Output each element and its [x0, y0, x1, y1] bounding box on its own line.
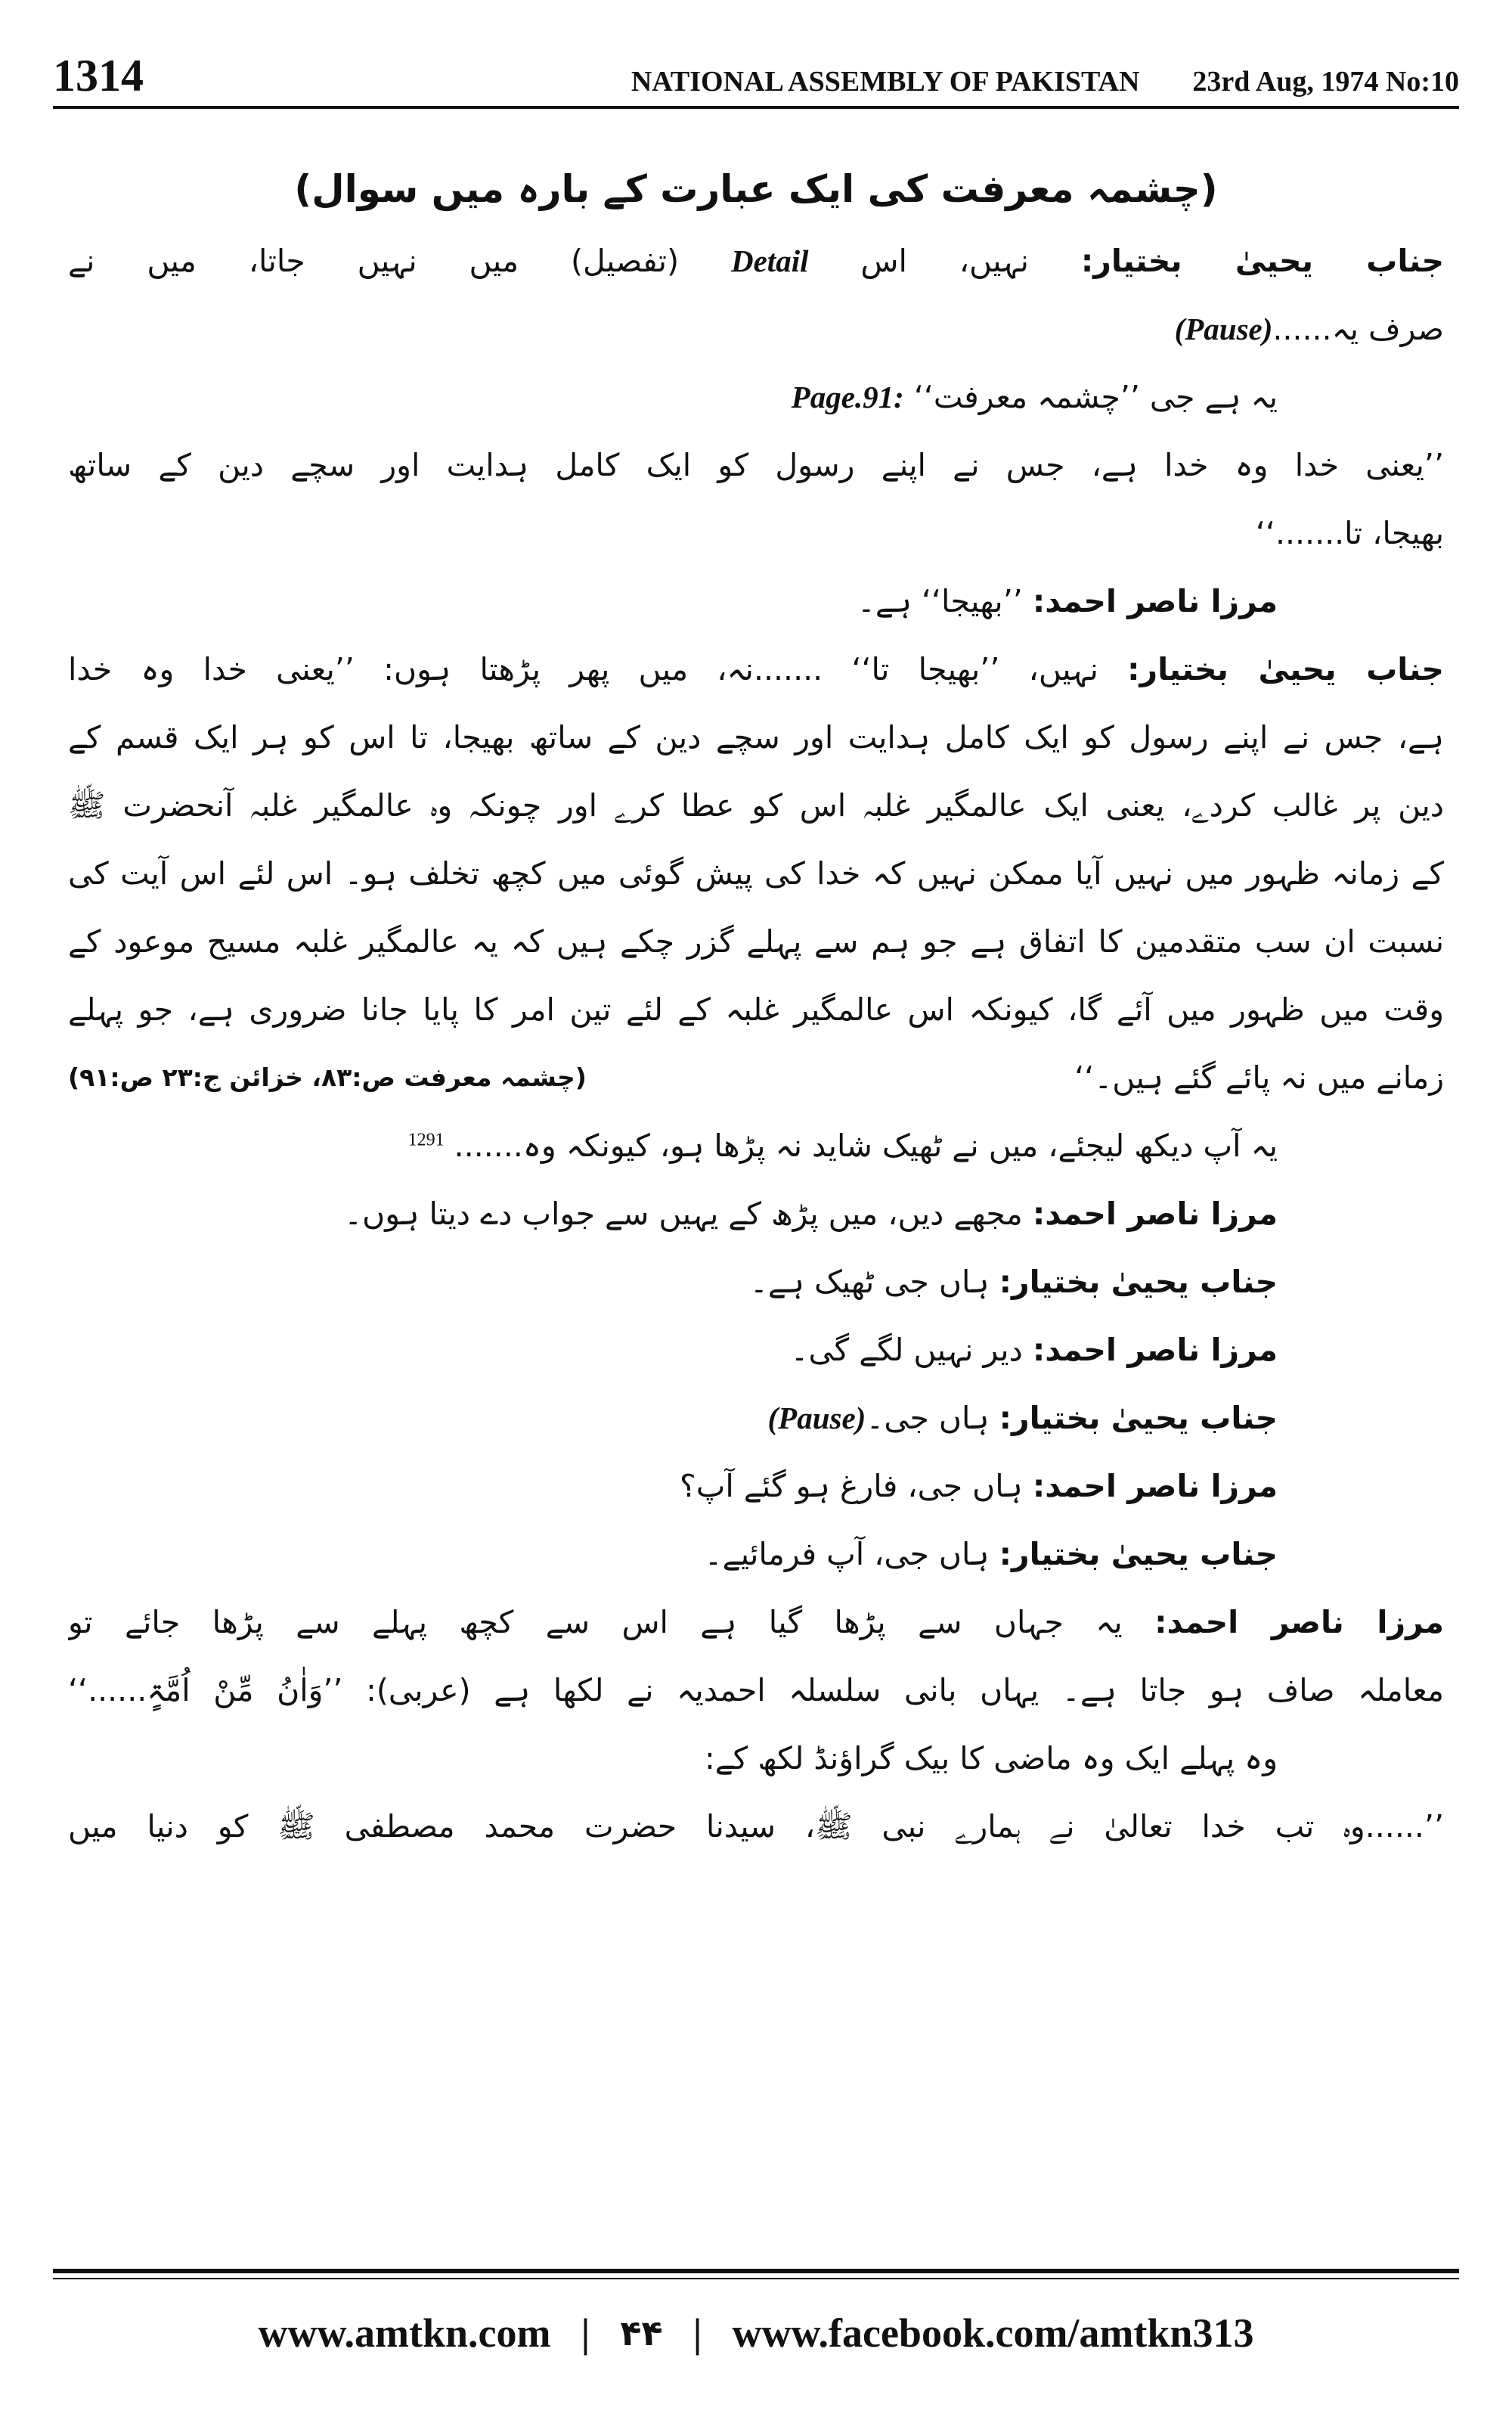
text-line: جناب یحییٰ بختیار: نہیں، ’’بھیجا تا‘‘ .......نہ، میں پھر پڑھتا ہوں: ’’یعنی خدا وہ خدا: [68, 651, 1444, 687]
english-term: Page.91:: [791, 380, 904, 414]
quote-line: ’’یعنی خدا وہ خدا ہے، جس نے اپنے رسول کو ایک کامل ہدایت اور سچے دین کے ساتھ: [68, 447, 1444, 483]
header-rule: [53, 106, 1459, 109]
text-line: جناب یحییٰ بختیار: ہاں جی ٹھیک ہے۔: [749, 1264, 1278, 1300]
header-date: 23rd Aug, 1974: [1192, 66, 1379, 98]
footer-page-number: ۴۴: [620, 2313, 663, 2353]
quote-line: بھیجا، تا.......‘‘: [1255, 515, 1444, 551]
speaker-label: مرزا ناصر احمد:: [1032, 1332, 1278, 1368]
text-line: یہ ہے جی ’’چشمہ معرفت‘‘ Page.91:: [68, 363, 1444, 431]
footer-website-link[interactable]: www.amtkn.com: [258, 2310, 551, 2356]
footer-facebook-link[interactable]: www.facebook.com/amtkn313: [732, 2310, 1254, 2356]
text-line: مرزا ناصر احمد: یہ جہاں سے پڑھا گیا ہے اس سے کچھ پہلے سے پڑھا جائے تو: [68, 1604, 1444, 1640]
speaker-label: جناب یحییٰ بختیار:: [999, 1400, 1278, 1436]
speaker-label: جناب یحییٰ بختیار:: [1127, 651, 1444, 687]
section-heading: (چشمہ معرفت کی ایک عبارت کے بارہ میں سوال): [294, 167, 1218, 211]
footnote-marker: 1291: [407, 1130, 445, 1150]
quote-line: ہے، جس نے اپنے رسول کو ایک کامل ہدایت اور سچے دین کے ساتھ بھیجا، تا اس کو ہر ایک قسم کے: [68, 719, 1444, 755]
english-term: Detail: [731, 244, 809, 278]
header-info: [631, 65, 1459, 98]
speaker-label: جناب یحییٰ بختیار:: [999, 1264, 1278, 1300]
speaker-label: مرزا ناصر احمد:: [1032, 1468, 1278, 1504]
speaker-label: مرزا ناصر احمد:: [1032, 583, 1278, 619]
text-line: مرزا ناصر احمد: ہاں جی، فارغ ہو گئے آپ؟: [680, 1468, 1278, 1504]
page-footer: www.amtkn.com | ۴۴ | www.facebook.com/amtkn313: [258, 2310, 1254, 2356]
footer-rule: [53, 2269, 1459, 2273]
speaker-label: جناب یحییٰ بختیار:: [999, 1536, 1278, 1572]
quote-line: دین پر غالب کردے، یعنی ایک عالمگیر غلبہ اس کو عطا کرے اور چونکہ وہ عالمگیر غلبہ آنحضرت ﷺ: [68, 787, 1444, 824]
quote-line: ’’......وہ تب خدا تعالیٰ نے ہمارے نبی ﷺ، سیدنا حضرت محمد مصطفی ﷺ کو دنیا میں: [68, 1808, 1444, 1844]
text-line: جناب یحییٰ بختیار: نہیں، اس Detail (تفصیل) میں نہیں جاتا، میں نے: [68, 227, 1444, 295]
quote-line: زمانے میں نہ پائے گئے ہیں۔‘‘ (چشمہ معرفت ص:۸۳، خزائن ج:۲۳ ص:۹۱): [68, 1044, 1444, 1112]
text-line: صرف یہ......(Pause): [68, 295, 1444, 363]
quote-line: کے زمانہ ظہور میں نہیں آیا ممکن نہیں کہ خدا کی پیش گوئی میں کچھ تخلف ہو۔ اس لئے اس آیت کی: [68, 855, 1444, 892]
page-number: 1314: [53, 51, 144, 101]
english-term: (Pause): [767, 1401, 866, 1435]
text-line: یہ آپ دیکھ لیجئے، میں نے ٹھیک شاید نہ پڑھا ہو، کیونکہ وہ....... $^{1291}$: [407, 1128, 1278, 1164]
speaker-label: مرزا ناصر احمد:: [1032, 1196, 1278, 1232]
text-line: جناب یحییٰ بختیار: ہاں جی، آپ فرمائیے۔: [704, 1536, 1278, 1572]
page-header: [53, 30, 1459, 101]
footer-rule: [53, 2278, 1459, 2279]
document-body: [68, 151, 1444, 2223]
text-line: جناب یحییٰ بختیار: ہاں جی۔(Pause): [68, 1384, 1444, 1452]
text-line: مرزا ناصر احمد: ’’بھیجا‘‘ ہے۔: [857, 583, 1278, 619]
speaker-label: مرزا ناصر احمد:: [1154, 1604, 1444, 1640]
speaker-label: جناب یحییٰ بختیار:: [1080, 243, 1444, 279]
text-line: وہ پہلے ایک وہ ماضی کا بیک گراؤنڈ لکھ کے:: [704, 1740, 1278, 1776]
quote-line: نسبت ان سب متقدمین کا اتفاق ہے جو ہم سے پہلے گزر چکے ہیں کہ یہ عالمگیر غلبہ مسیح موعود کے: [68, 923, 1444, 960]
header-number: No:10: [1385, 66, 1459, 98]
text-line: مرزا ناصر احمد: دیر نہیں لگے گی۔: [790, 1332, 1278, 1368]
text-line: مرزا ناصر احمد: مجھے دیں، میں پڑھ کے یہیں سے جواب دے دیتا ہوں۔: [344, 1196, 1278, 1232]
text-line: معاملہ صاف ہو جاتا ہے۔ یہاں بانی سلسلہ احمدیہ نے لکھا ہے (عربی): ’’وَاٰنُ مِّنْ اُمَّۃٍ......‘‘: [68, 1672, 1444, 1708]
quote-line: وقت میں ظہور میں آئے گا، کیونکہ اس عالمگیر غلبہ کے لئے تین امر کا پایا جانا ضروری ہے، جو پہلے: [68, 991, 1444, 1028]
citation: (چشمہ معرفت ص:۸۳، خزائن ج:۲۳ ص:۹۱): [68, 1063, 587, 1092]
english-term: (Pause): [1174, 312, 1273, 346]
header-title: NATIONAL ASSEMBLY OF PAKISTAN: [631, 66, 1140, 98]
